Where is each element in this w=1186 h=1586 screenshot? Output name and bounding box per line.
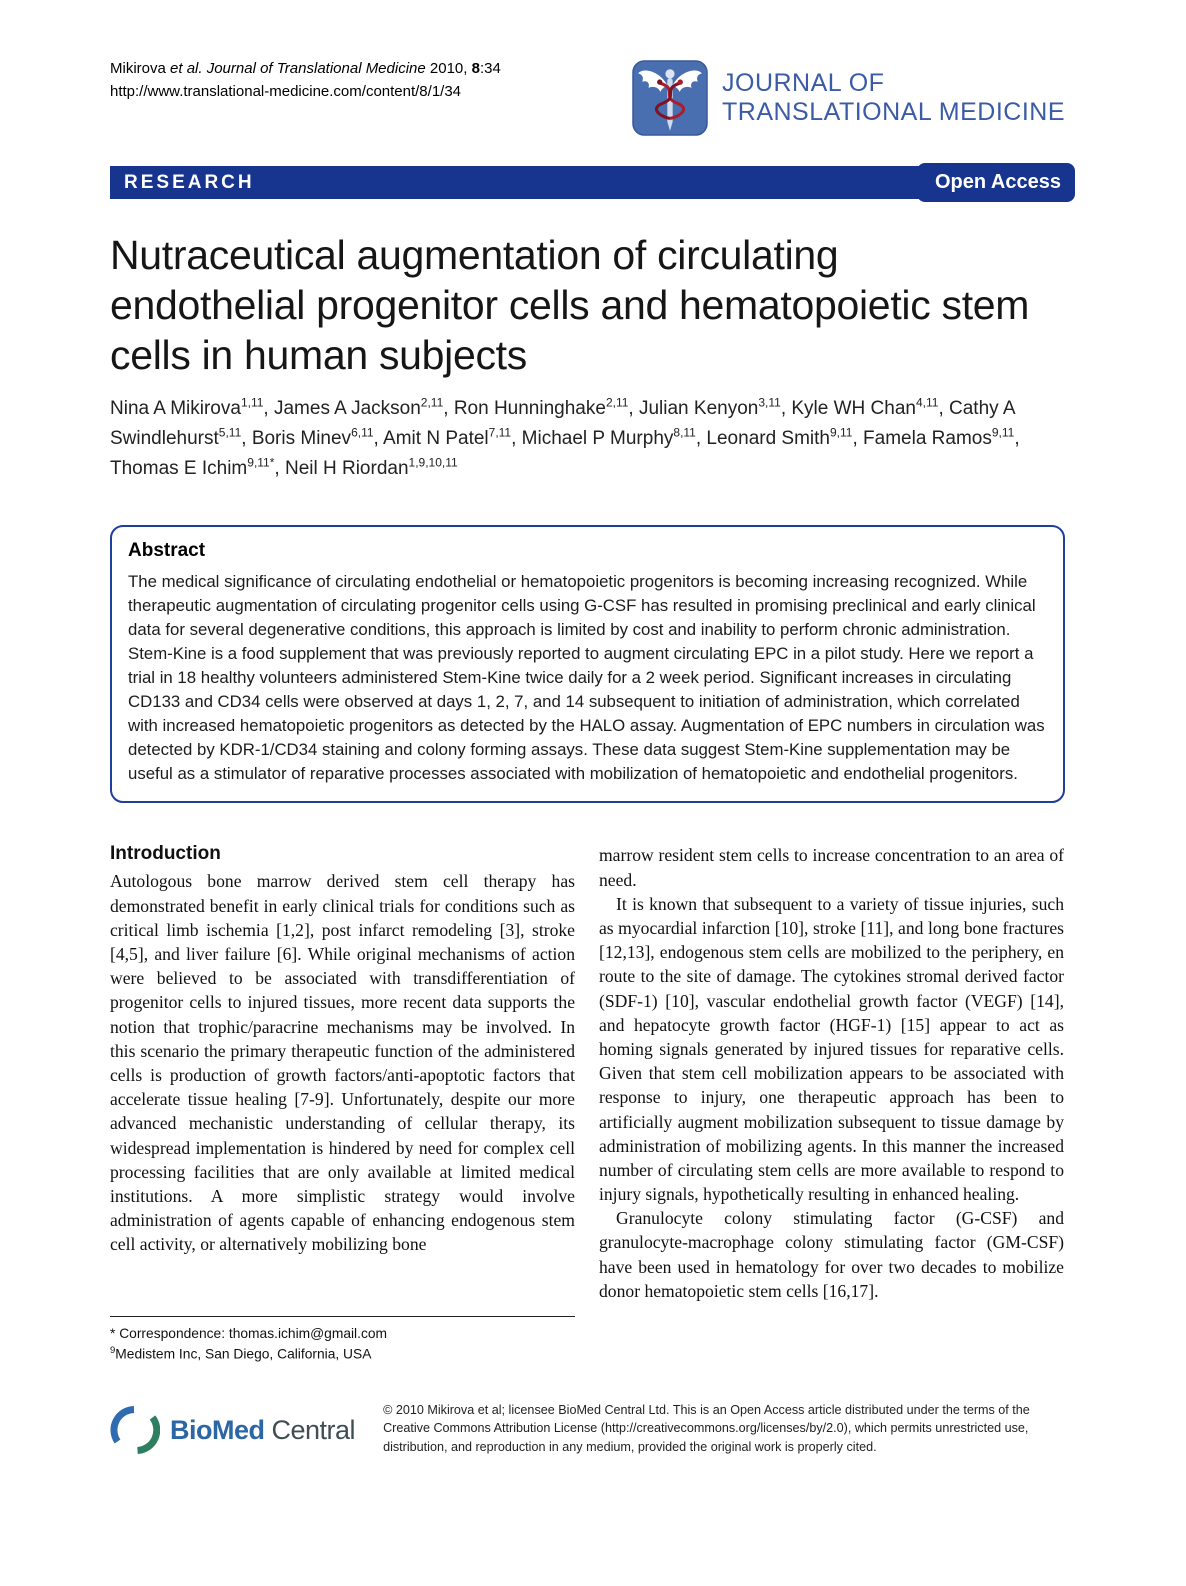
license-text: © 2010 Mikirova et al; licensee BioMed Central Ltd. This is an Open Access article distributed under the terms of the Creative Commons Attribution License (http://creativecommons.org/licenses/by/2.0), which permits unrestricted use, distribution, and reproduction in any medium, provided the original work is properly cited.: [383, 1403, 1030, 1454]
research-label: RESEARCH: [124, 171, 255, 193]
open-access-badge: Open Access: [917, 163, 1075, 202]
correspondence-email[interactable]: * Correspondence: thomas.ichim@gmail.com: [110, 1326, 388, 1342]
paragraph: marrow resident stem cells to increase concentration to an area of need.: [599, 845, 1064, 890]
author: Julian Kenyon$^{3,11}$,: [638, 396, 792, 420]
journal-brand: [632, 60, 1065, 136]
biomed-text: BioMed: [170, 1414, 265, 1445]
citation-block: [110, 58, 501, 103]
author: Ron Hunninghake$^{2,11}$,: [453, 396, 639, 420]
caduceus-icon: [632, 60, 708, 136]
journal-name-line1: JOURNAL OF: [722, 68, 885, 97]
article-title: Nutraceutical augmentation of circulating endothelial progenitor cells and hematopoietic stem cells in human subjects: [110, 232, 1030, 379]
journal-name: [722, 69, 1065, 128]
author: Kyle WH Chan$^{4,11}$,: [791, 396, 950, 420]
article-type-banner: [110, 166, 1065, 199]
paragraph: Autologous bone marrow derived stem cell therapy has demonstrated benefit in early clinical trials for conditions such as critical limb ischemia [1,2], post infarct remodeling [3], stroke [4,5], and liver failure [6]. While original mechanisms of action were believed to be associated with transdifferentiation of progenitor cells to injured tissues, more recent data supports the notion that trophic/paracrine mechanisms may be involved. In this scenario the primary therapeutic function of the administered cells is production of growth factors/anti-apoptotic factors that accelerate tissue healing [7-9]. Unfortunately, despite our more advanced mechanistic understanding of cellular therapy, its widespread implementation is hindered by need for complex cell processing facilities that are only available at limited medical institutions. A more simplistic strategy would involve administration of agents capable of enhancing endogenous stem cell activity, or alternatively mobilizing bone: [110, 871, 575, 1255]
author: Amit N Patel$^{7,11}$,: [383, 425, 522, 450]
left-column: [110, 843, 575, 1365]
author: James A Jackson$^{2,11}$,: [273, 396, 454, 420]
author: Boris Minev$^{6,11}$,: [251, 425, 384, 450]
paragraph: It is known that subsequent to a variety of tissue injuries, such as myocardial infarction [10], stroke [11], and long bone fractures [12,13], endogenous stem cells are mobilized to the periphery, en route to the site of damage. The cytokines stromal derived factor (SDF-1) [10], vascular endothelial growth factor (VEGF) [14], and hepatocyte growth factor (HGF-1) [15] appear to act as homing signals generated by injured tissues for reparative cells. Given that stem cell mobilization appears to be associated with response to injury, one therapeutic approach has been to artificially augment mobilization subsequent to tissue damage by administration of mobilizing agents. In this manner the increased number of circulating stem cells are more available to respond to injury signals, hypothetically resulting in enhanced healing.: [599, 893, 1064, 1205]
author: Michael P Murphy$^{8,11}$,: [521, 425, 707, 450]
author: Nina A Mikirova$^{1,11}$,: [110, 396, 274, 420]
paragraph: Granulocyte colony stimulating factor (G-CSF) and granulocyte-macrophage colony stimulating factor (GM-CSF) have been used in hematology for over two decades to mobilize donor hematopoietic stem cells [16,17].: [599, 1208, 1064, 1301]
abstract-box: [110, 525, 1065, 803]
journal-name-line2: TRANSLATIONAL MEDICINE: [722, 98, 1065, 126]
author: Cathy A Swindlehurst$^{5,11}$,: [110, 398, 1015, 450]
correspondence-affiliation: [110, 1344, 575, 1365]
author: Famela Ramos$^{9,11}$,: [863, 425, 1020, 450]
body-columns: [110, 843, 1065, 1365]
author: Leonard Smith$^{9,11}$,: [706, 425, 864, 450]
author-list: [110, 394, 1055, 483]
abstract-heading: Abstract: [128, 540, 206, 562]
abstract-text: The medical significance of circulating endothelial or hematopoietic progenitors is becoming increasing recognized. While therapeutic augmentation of circulating progenitor cells using G-CSF has resulted in promising preclinical and early clinical data for several degenerative conditions, this approach is limited by cost and inability to perform chronic administration. Stem-Kine is a food supplement that was previously reported to augment circulating EPC in a pilot study. Here we report a trial in 18 healthy volunteers administered Stem-Kine twice daily for a 2 week period. Significant increases in circulating CD133 and CD34 cells were observed at days 1, 2, 7, and 14 subsequent to initiation of administration, which correlated with increased hematopoietic progenitors as detected by the HALO assay. Augmentation of EPC numbers in circulation was detected by KDR-1/CD34 staining and colony forming assays. These data suggest Stem-Kine supplementation may be useful as a stimulator of reparative processes associated with mobilization of hematopoietic and endothelial progenitors.: [128, 572, 1045, 784]
author: Thomas E Ichim$^{9,11*}$,: [110, 455, 285, 479]
biomed-central-wordmark: [170, 1415, 355, 1446]
right-column: [599, 843, 1064, 1365]
footnote-rule: [110, 1316, 575, 1317]
article-url[interactable]: http://www.translational-medicine.com/content/8/1/34: [110, 82, 462, 100]
central-text: Central: [271, 1414, 356, 1445]
intro-col-right-paragraphs: [599, 843, 1064, 1303]
citation-line: Mikirova et al. Journal of Translational Medicine 2010, 8:34: [110, 60, 501, 77]
intro-col-left-paragraphs: [110, 869, 575, 1256]
affiliation-superscript: 9: [110, 1345, 116, 1357]
introduction-heading: Introduction: [110, 843, 221, 865]
page-header: [110, 58, 1065, 136]
biomed-circle-icon: [110, 1405, 160, 1455]
publisher-footer: [110, 1401, 1065, 1456]
correspondence-block: [110, 1316, 575, 1365]
affiliation-text: Medistem Inc, San Diego, California, USA: [115, 1347, 372, 1363]
biomed-central-logo: [110, 1405, 355, 1455]
author: Neil H Riordan$^{1,9,10,11}$: [284, 455, 458, 479]
